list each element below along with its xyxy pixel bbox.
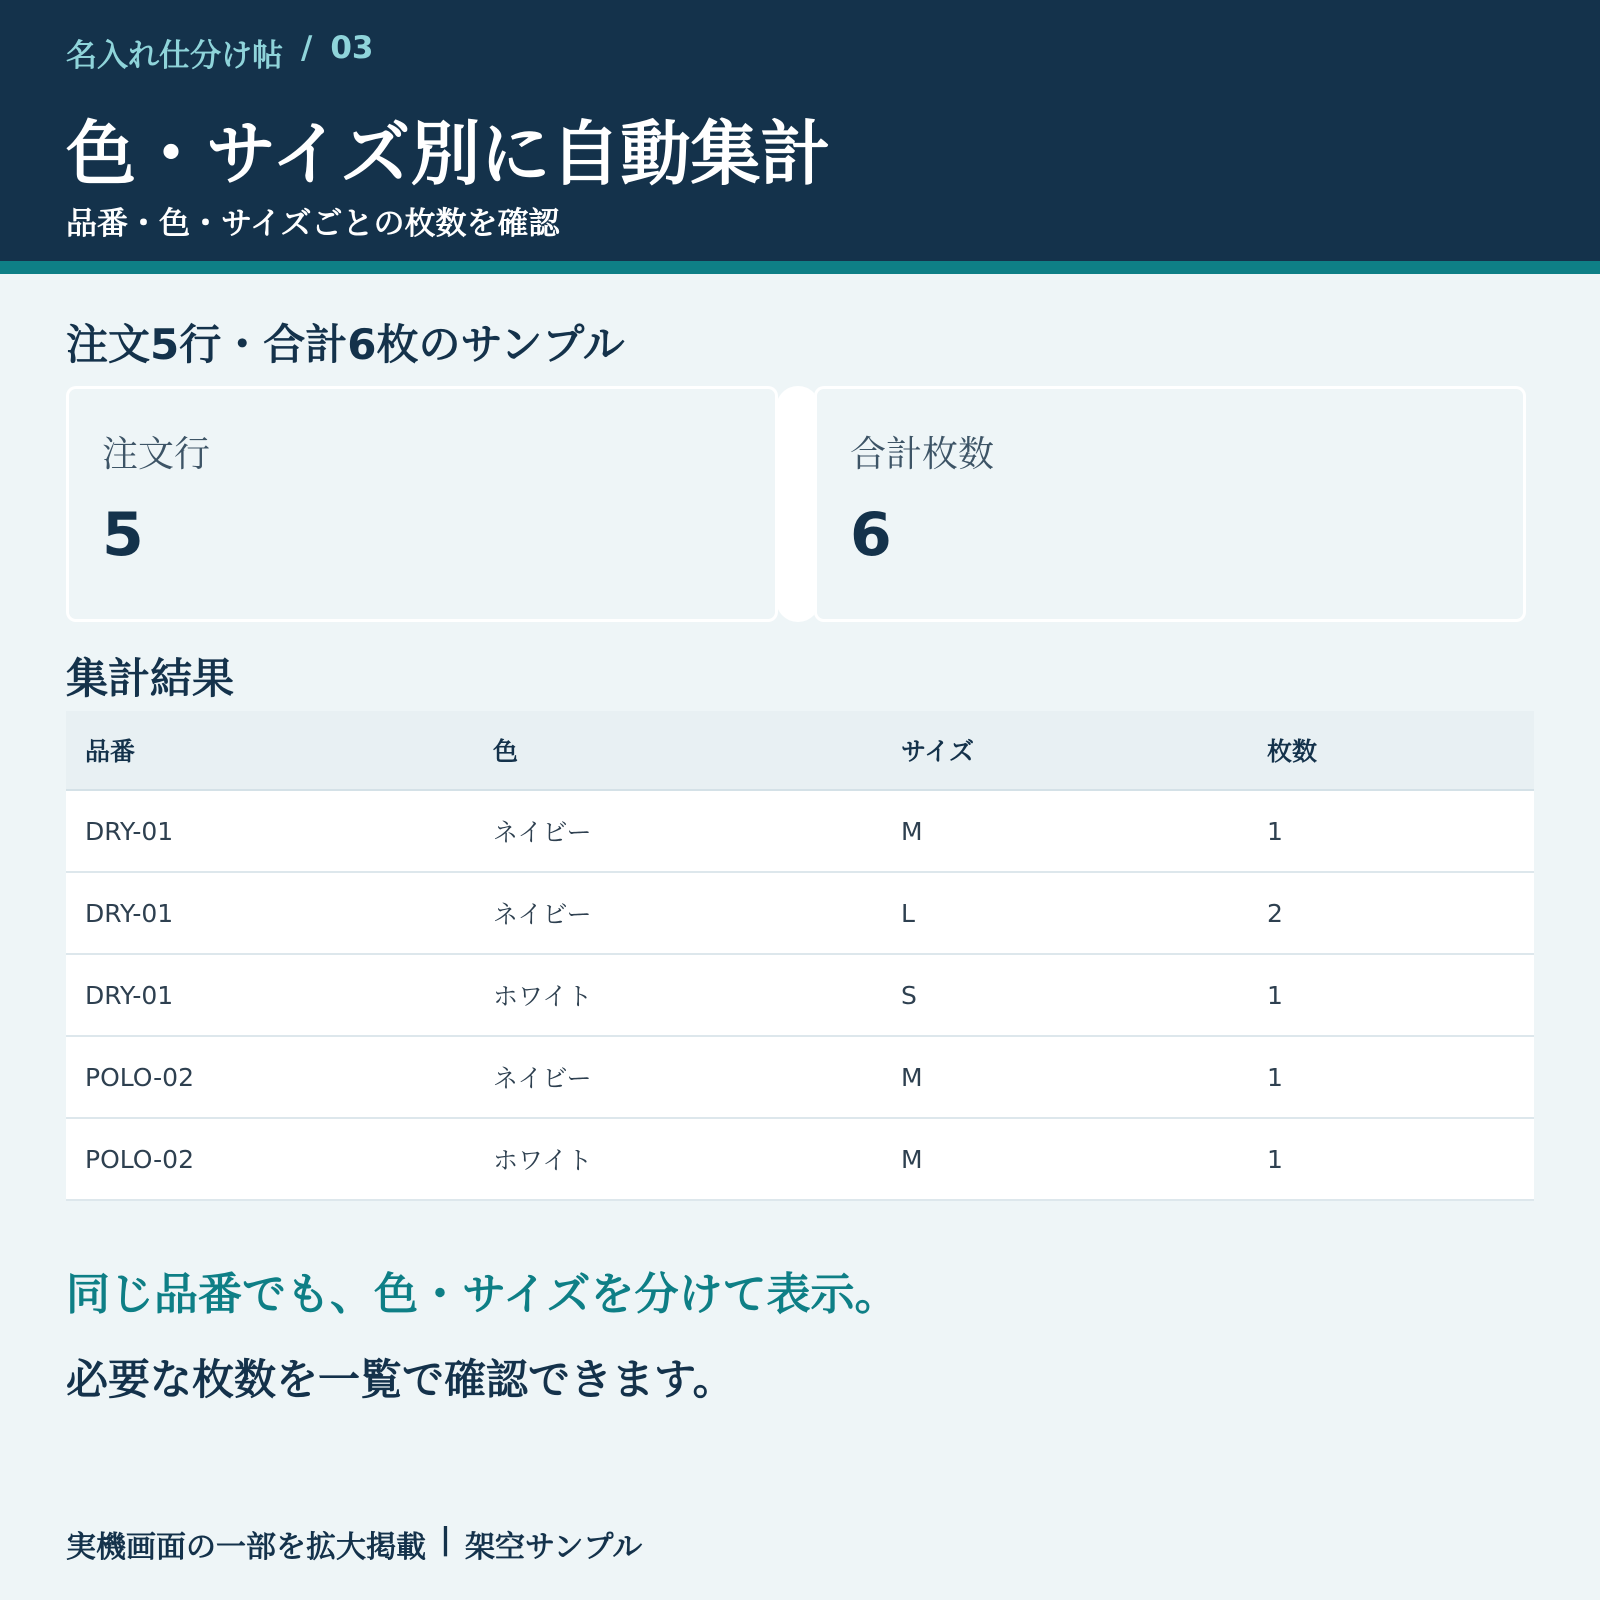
breadcrumb bbox=[66, 30, 373, 75]
table-row bbox=[66, 791, 1534, 873]
cell-item-code: DRY-01 bbox=[85, 980, 174, 1010]
page-subtitle: 品番・色・サイズごとの枚数を確認 bbox=[66, 206, 560, 242]
stat-card-total-quantity bbox=[814, 386, 1526, 622]
column-header-color: 色 bbox=[493, 737, 519, 766]
sample-heading: 注文5行・合計6枚のサンプル bbox=[66, 320, 625, 369]
cell-size: L bbox=[901, 898, 915, 928]
note-message: 必要な枚数を一覧で確認できます。 bbox=[66, 1355, 735, 1404]
cell-item-code: POLO-02 bbox=[85, 1144, 194, 1174]
series-name: 名入れ仕分け帖 bbox=[66, 38, 283, 74]
table-row bbox=[66, 1037, 1534, 1119]
cell-size: S bbox=[901, 980, 917, 1010]
cell-color: ホワイト bbox=[493, 1146, 593, 1175]
stat-label: 合計枚数 bbox=[850, 434, 995, 475]
cell-quantity: 1 bbox=[1267, 816, 1283, 846]
breadcrumb-separator: / bbox=[301, 30, 313, 66]
cell-color: ネイビー bbox=[493, 818, 592, 847]
cell-size: M bbox=[901, 1144, 923, 1174]
table-row bbox=[66, 1119, 1534, 1201]
header-accent-bar bbox=[0, 261, 1600, 274]
stats-panel bbox=[66, 386, 1534, 622]
cell-item-code: DRY-01 bbox=[85, 898, 174, 928]
series-number: 03 bbox=[330, 30, 374, 66]
stat-label: 注文行 bbox=[102, 434, 211, 475]
stat-value: 6 bbox=[850, 500, 892, 570]
footer-caption: 実機画面の一部を拡大掲載 bbox=[66, 1530, 426, 1565]
result-heading: 集計結果 bbox=[66, 654, 235, 703]
cell-quantity: 1 bbox=[1267, 1144, 1283, 1174]
column-header-item-code: 品番 bbox=[85, 737, 136, 766]
column-header-quantity: 枚数 bbox=[1267, 737, 1318, 766]
stat-value: 5 bbox=[102, 500, 144, 570]
cell-color: ネイビー bbox=[493, 900, 592, 929]
table-header bbox=[66, 711, 1534, 791]
cell-color: ネイビー bbox=[493, 1064, 592, 1093]
cell-item-code: DRY-01 bbox=[85, 816, 174, 846]
cell-size: M bbox=[901, 816, 923, 846]
cell-size: M bbox=[901, 1062, 923, 1092]
cell-item-code: POLO-02 bbox=[85, 1062, 194, 1092]
highlight-message: 同じ品番でも、色・サイズを分けて表示。 bbox=[66, 1269, 899, 1320]
stat-card-order-lines bbox=[66, 386, 778, 622]
cell-color: ホワイト bbox=[493, 982, 593, 1011]
footer bbox=[66, 1522, 642, 1566]
table-row bbox=[66, 873, 1534, 955]
table-row bbox=[66, 955, 1534, 1037]
cell-quantity: 1 bbox=[1267, 1062, 1283, 1092]
summary-table bbox=[66, 711, 1534, 1201]
column-header-size: サイズ bbox=[901, 737, 975, 766]
cell-quantity: 1 bbox=[1267, 980, 1283, 1010]
cell-quantity: 2 bbox=[1267, 898, 1283, 928]
page-title: 色・サイズ別に自動集計 bbox=[66, 113, 831, 195]
footer-divider: | bbox=[440, 1522, 451, 1557]
footer-sample-label: 架空サンプル bbox=[464, 1530, 643, 1565]
